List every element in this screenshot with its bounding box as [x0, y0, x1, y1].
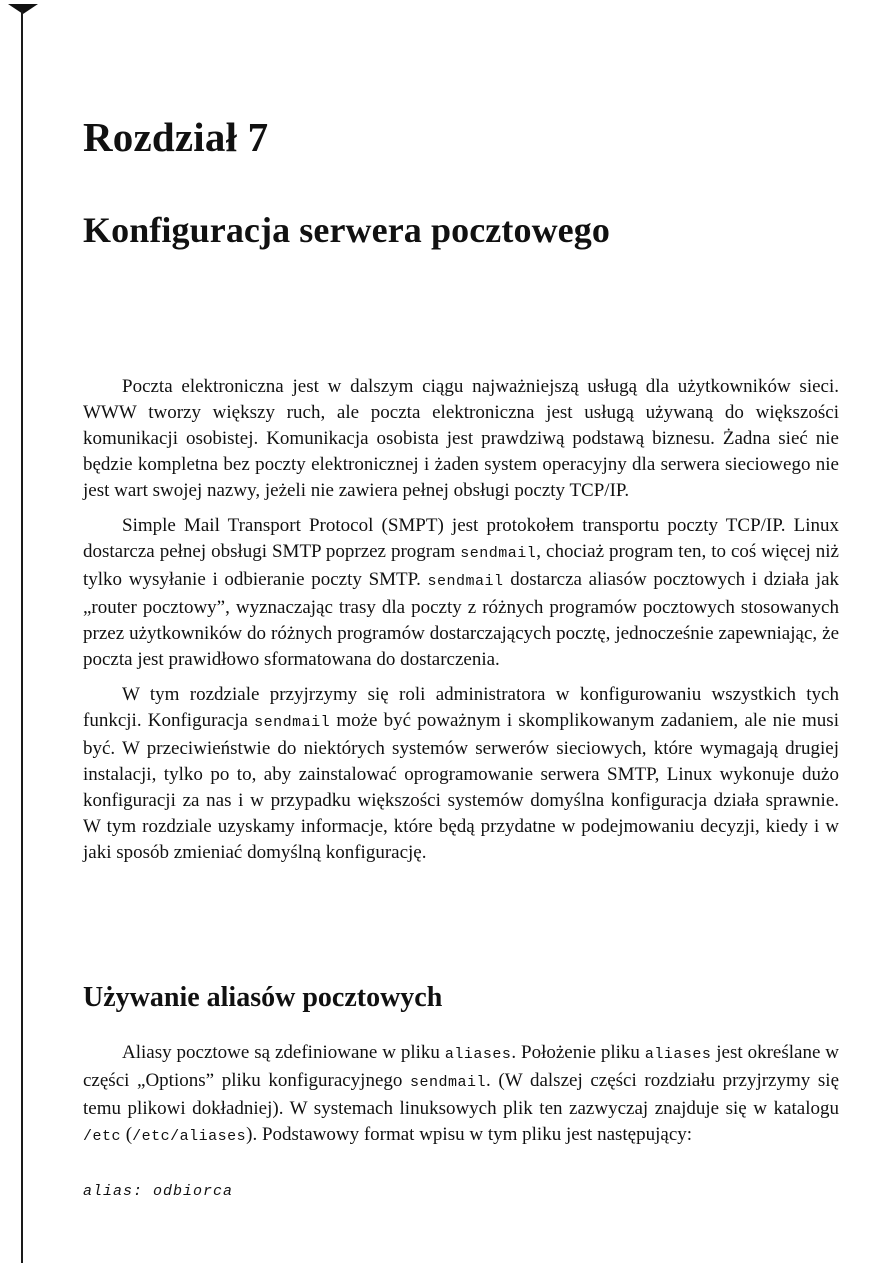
code-example: alias: odbiorca: [83, 1183, 234, 1200]
section-heading: Używanie aliasów pocztowych: [83, 982, 443, 1013]
chapter-label: Rozdział 7: [83, 114, 269, 160]
paragraph: Simple Mail Transport Protocol (SMPT) jest protokołem transportu poczty TCP/IP. Linux dostarcza pełnej obsługi SMTP poprzez program sendmail, chociaż program ten, to coś więcej niż tylko wysyłanie i odbieranie poczty SMTP. sendmail dostarcza aliasów pocztowych i działa jak „router pocztowy”, wyznaczając trasy dla poczty z różnych programów pocztowych stosowanych przez użytkowników do różnych programów dostarczających pocztę, jednocześnie zapewniając, że poczta jest prawidłowo sformatowana do dostarczenia.: [83, 515, 840, 670]
inline-code: aliases: [444, 1046, 512, 1063]
inline-code: aliases: [644, 1046, 712, 1063]
inline-code: sendmail: [254, 714, 331, 731]
chapter-title: Konfiguracja serwera pocztowego: [83, 210, 610, 250]
inline-code: sendmail: [427, 573, 504, 590]
section-text: [83, 1040, 839, 1159]
paragraph: Poczta elektroniczna jest w dalszym ciągu najważniejszą usługą dla użytkowników sieci. WWW tworzy większy ruch, ale poczta elektroniczna jest usługą używaną do większości komunikacji osobistej. Komunikacja osobista jest prawdziwą podstawą biznesu. Żadna sieć nie będzie kompletna bez poczty elektronicznej i żaden system operacyjny dla serwera sieciowego nie jest wart swojej nazwy, jeżeli nie zawiera pełnej obsługi poczty TCP/IP.: [83, 376, 839, 501]
paragraph: Aliasy pocztowe są zdefiniowane w pliku aliases. Położenie pliku aliases jest określane w części „Options” pliku konfiguracyjnego sendmail. (W dalszej części rozdziału przyjrzymy się temu plikowi dokładniej). W systemach linuksowych plik ten zazwyczaj znajduje się w katalogu /etc (/etc/aliases). Podstawowy format wpisu w tym pliku jest następujący:: [83, 1042, 840, 1145]
inline-code: /etc/aliases: [132, 1128, 247, 1145]
intro-text: [83, 374, 839, 875]
inline-code: /etc: [83, 1128, 122, 1145]
margin-rule: [21, 10, 23, 1263]
margin-rule-cap: [8, 4, 38, 14]
inline-code: sendmail: [460, 545, 537, 562]
paragraph: W tym rozdziale przyjrzymy się roli administratora w konfigurowaniu wszystkich tych funkcji. Konfiguracja sendmail może być poważnym i skomplikowanym zadaniem, ale nie musi być. W przeciwieństwie do niektórych systemów serwerów sieciowych, które wymagają drugiej instalacji, tylko po to, aby zainstalować oprogramowanie serwera SMTP, Linux wykonuje dużo konfiguracji za nas i w przypadku większości systemów domyślna konfiguracja działa sprawnie. W tym rozdziale uzyskamy informacje, które będą przydatne w podejmowaniu decyzji, kiedy i w jaki sposób zmieniać domyślną konfigurację.: [83, 684, 839, 863]
inline-code: sendmail: [410, 1074, 487, 1091]
